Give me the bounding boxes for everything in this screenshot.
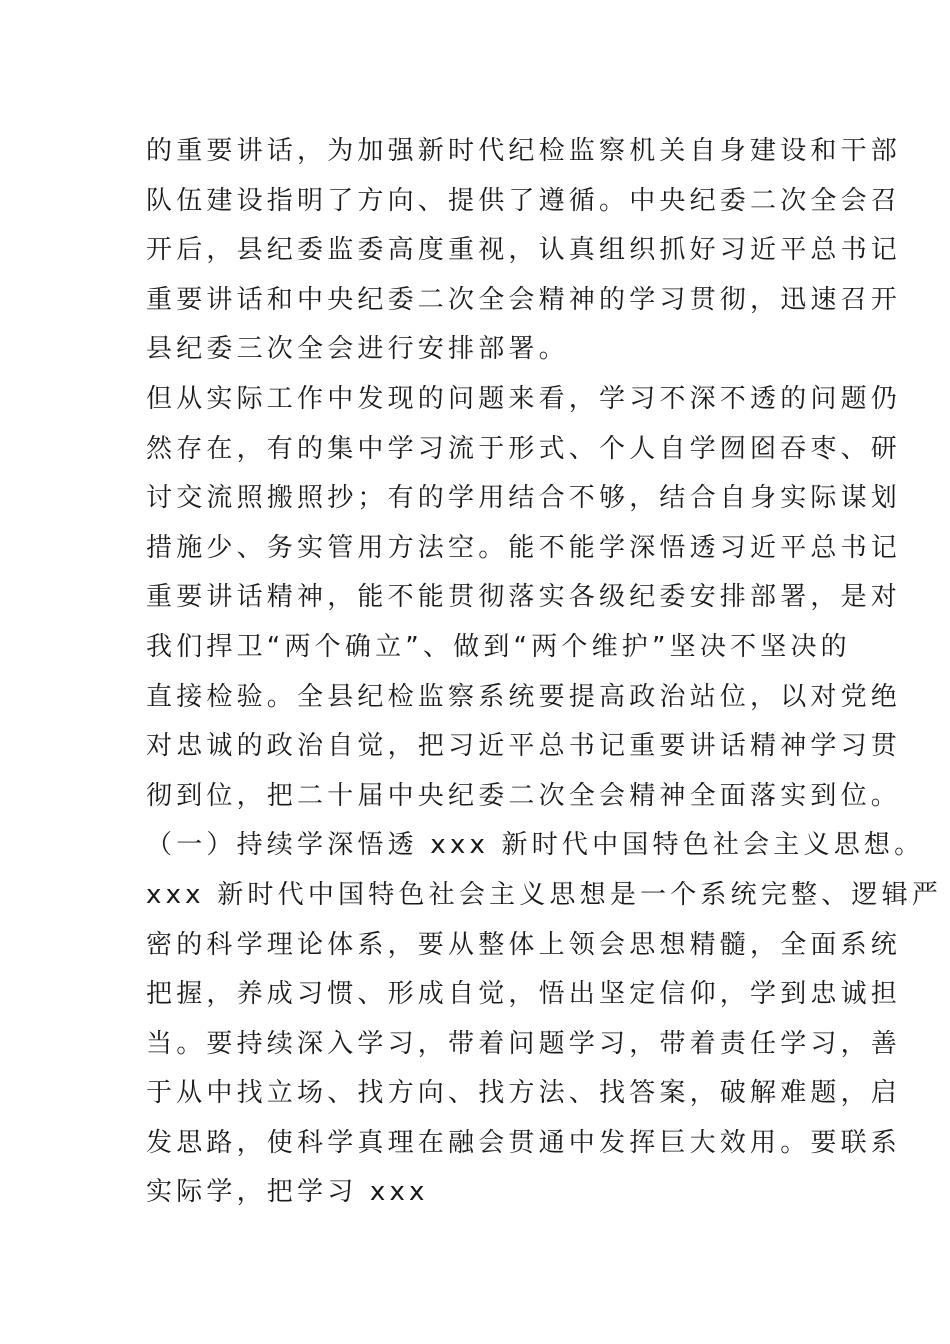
text-line: 重要讲话精神，能不能贯彻落实各级纪委安排部署，是对 [146, 582, 902, 613]
text-line: 然存在，有的集中学习流于形式、个人自学囫囵吞枣、研 [146, 433, 902, 464]
text-line: xxx 新时代中国特色社会主义思想是一个系统完整、逻辑严 [146, 879, 943, 910]
text-line: 讨交流照搬照抄；有的学用结合不够，结合自身实际谋划 [146, 483, 902, 514]
text-line: 对忠诚的政治自觉，把习近平总书记重要讲话精神学习贯 [146, 731, 902, 762]
text-line: 彻到位，把二十届中央纪委二次全会精神全面落实到位。 [146, 780, 902, 811]
text-line: 县纪委三次全会进行安排部署。 [146, 334, 569, 365]
text-line: 措施少、务实管用方法空。能不能学深悟透习近平总书记 [146, 532, 902, 563]
text-line: 实际学，把学习 xxx [146, 1177, 429, 1208]
section-heading: （一）持续学深悟透 xxx 新时代中国特色社会主义思想。 [146, 830, 925, 861]
text-line: 当。要持续深入学习，带着问题学习，带着责任学习，善 [146, 1028, 902, 1059]
text-line: 直接检验。全县纪检监察系统要提高政治站位，以对党绝 [146, 681, 902, 712]
text-line: 发思路，使科学真理在融会贯通中发挥巨大效用。要联系 [146, 1127, 902, 1158]
text-line: 队伍建设指明了方向、提供了遵循。中央纪委二次全会召 [146, 185, 902, 216]
text-line: 把握，养成习惯、形成自觉，悟出坚定信仰，学到忠诚担 [146, 979, 902, 1010]
text-line: 但从实际工作中发现的问题来看，学习不深不透的问题仍 [146, 383, 902, 414]
text-line: 于从中找立场、找方向、找方法、找答案，破解难题，启 [146, 1078, 902, 1109]
document-body [146, 127, 943, 1218]
text-line: 重要讲话和中央纪委二次全会精神的学习贯彻，迅速召开 [146, 284, 902, 315]
text-line: 的重要讲话，为加强新时代纪检监察机关自身建设和干部 [146, 136, 902, 166]
text-line: 密的科学理论体系，要从整体上领会思想精髓，全面系统 [146, 929, 902, 960]
text-line: 开后，县纪委监委高度重视，认真组织抓好习近平总书记 [146, 235, 902, 266]
text-line: 我们捍卫“两个确立”、做到“两个维护”坚决不坚决的 [146, 631, 851, 662]
